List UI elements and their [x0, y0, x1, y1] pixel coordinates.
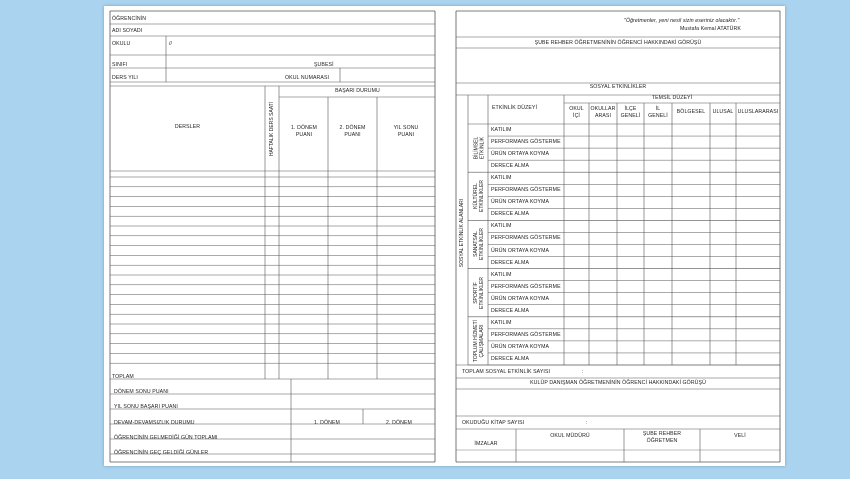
activity-row-1-3: DERECE ALMA	[491, 211, 529, 218]
activity-row-4-3: DERECE ALMA	[491, 355, 529, 362]
activity-row-0-1: PERFORMANS GÖSTERME	[491, 139, 561, 146]
info-label-ogrencinin: ÖĞRENCİNİN	[112, 16, 147, 22]
kitap-sayisi-label: OKUDUĞU KİTAP SAYISI	[462, 420, 525, 426]
group-label-2-line-0: SANATSAL	[473, 231, 479, 258]
group-label-4-line-0: TOPLUM HİZMETİ	[473, 319, 480, 362]
report-card-sheet	[104, 6, 785, 466]
okul-numarasi-label: OKUL NUMARASI	[285, 75, 330, 81]
activity-row-2-1: PERFORMANS GÖSTERME	[491, 235, 561, 242]
activity-row-4-0: KATILIM	[491, 319, 512, 326]
level-header-4-line-0: BÖLGESEL	[676, 109, 706, 115]
activity-row-2-0: KATILIM	[491, 223, 512, 230]
donem1-header-l1: 1. DÖNEM	[291, 125, 317, 131]
level-header-3-line-1: GENELİ	[648, 113, 668, 119]
group-label-2-line-1: ETKİNLİKLER	[479, 228, 485, 261]
level-header-2-line-0: İLÇE	[624, 106, 637, 112]
level-header-6-line-0: ULUSLARARASI	[737, 109, 779, 115]
kulup-gorusu-header: KULÜP DANIŞMAN ÖĞRETMENİNİN ÖĞRENCİ HAKKINDAKİ GÖRÜŞÜ	[530, 380, 706, 386]
sosyal-etkinlikler-header: SOSYAL ETKİNLİKLER	[589, 84, 647, 90]
basari-durumu-header: BAŞARI DURUMU	[335, 88, 380, 94]
donem1-header-l2: PUANI	[295, 132, 313, 138]
activity-row-1-2: ÜRÜN ORTAYA KOYMA	[491, 199, 550, 206]
info-label-ders-yili: DERS YILI	[112, 75, 138, 81]
toplam-sosyal-colon: :	[582, 369, 584, 375]
activity-row-0-2: ÜRÜN ORTAYA KOYMA	[491, 151, 550, 158]
group-label-4	[473, 320, 485, 362]
subesi-label: ŞUBESİ	[314, 62, 334, 68]
toplam-sosyal-label: TOPLAM SOSYAL ETKİNLİK SAYISI	[462, 369, 551, 375]
quote-author: Mustafa Kemal ATATÜRK	[680, 26, 741, 32]
haftalik-ders-saati-header: HAFTALIK DERS SAATİ	[269, 101, 275, 156]
activity-row-2-2: ÜRÜN ORTAYA KOYMA	[491, 247, 550, 254]
kitap-sayisi-colon: :	[586, 420, 588, 426]
toplam-label: TOPLAM	[112, 374, 134, 380]
sube-rehber-l1: ŞUBE REHBER	[642, 431, 682, 437]
activity-row-1-0: KATILIM	[491, 175, 512, 182]
info-label-sinifi: SINIFI	[112, 62, 128, 68]
group-label-1-line-1: ETKİNLİKLER	[479, 180, 485, 213]
yil-sonu-header-l1: YIL SONU	[393, 125, 419, 131]
group-label-1	[473, 180, 485, 212]
level-header-0-line-1: İÇİ	[573, 113, 580, 119]
level-header-1-line-1: ARASI	[594, 113, 612, 119]
group-label-0-line-1: ETKİNLİK	[479, 136, 486, 160]
sosyal-etkinlik-alanlari-label: SOSYAL ETKİNLİK ALANLARI	[459, 198, 465, 267]
yil-sonu-header-l2: PUANI	[397, 132, 415, 138]
info-label-okulu: OKULU	[112, 41, 131, 47]
activity-row-3-2: ÜRÜN ORTAYA KOYMA	[491, 295, 550, 302]
level-header-5-line-0: ULUSAL	[712, 109, 734, 115]
info-label-adi-soyadi: ADI SOYADI	[112, 28, 143, 34]
veli-label: VELİ	[734, 433, 746, 439]
form-grid-lines	[104, 6, 785, 466]
group-label-0	[473, 137, 485, 160]
sube-rehber-l2: ÖĞRETMEN	[646, 438, 678, 444]
activity-row-4-2: ÜRÜN ORTAYA KOYMA	[491, 343, 550, 350]
group-label-2	[473, 229, 485, 261]
activity-row-0-3: DERECE ALMA	[491, 163, 529, 170]
level-header-2-line-1: GENELİ	[620, 113, 641, 119]
devam-durumu-label: DEVAM-DEVAMSIZLIK DURUMU	[114, 420, 195, 426]
yil-sonu-basari-label: YIL SONU BAŞARI PUANI	[114, 404, 178, 410]
activity-row-3-0: KATILIM	[491, 271, 512, 278]
group-label-1-line-0: KÜLTÜREL	[473, 183, 479, 210]
rehber-gorusu-header: ŞUBE REHBER ÖĞRETMENİNİN ÖĞRENCİ HAKKINDAKİ GÖRÜŞÜ	[534, 40, 702, 46]
activity-row-3-3: DERECE ALMA	[491, 307, 529, 314]
devam-donem1: 1. DÖNEM	[314, 420, 340, 426]
gelmedigi-gun-label: ÖĞRENCİNİN GELMEDİĞİ GÜN TOPLAMI	[114, 435, 218, 441]
donem2-header-l1: 2. DÖNEM	[339, 125, 366, 131]
donem2-header-l2: PUANI	[344, 132, 361, 138]
group-label-3	[473, 277, 485, 309]
gec-geldigi-label: ÖĞRENCİNİN GEÇ GELDİĞİ GÜNLER	[114, 450, 209, 456]
group-label-3-line-0: SPORTİF	[473, 281, 479, 304]
activity-row-1-1: PERFORMANS GÖSTERME	[491, 187, 561, 194]
activity-row-2-3: DERECE ALMA	[491, 259, 529, 266]
imzalar-label: İMZALAR	[474, 441, 498, 447]
activity-row-3-1: PERFORMANS GÖSTERME	[491, 283, 561, 290]
okul-muduru-label: OKUL MÜDÜRÜ	[550, 433, 590, 439]
group-label-0-line-0: BİLİMSEL	[473, 136, 480, 160]
group-label-4-line-1: ÇALIŞMALARI	[479, 324, 486, 358]
devam-donem2: 2. DÖNEM	[386, 420, 412, 426]
activity-row-0-0: KATILIM	[491, 127, 512, 133]
dersler-header: DERSLER	[174, 124, 201, 130]
level-header-1-line-0: OKULLAR	[590, 106, 616, 112]
level-header-0-line-0: OKUL	[569, 106, 584, 112]
group-label-3-line-1: ETKİNLİKLER	[479, 276, 485, 309]
activity-row-4-1: PERFORMANS GÖSTERME	[491, 331, 561, 338]
ataturk-quote: "Öğretmenler, yeni nesil sizin eseriniz olacaktır."	[624, 18, 740, 24]
level-header-3-line-0: İL	[655, 106, 661, 112]
etkinlik-duzeyi-header: ETKİNLİK DÜZEYİ	[492, 105, 538, 111]
temsil-duzeyi-header: TEMSİL DÜZEYİ	[651, 95, 693, 101]
donem-sonu-puani-label: DÖNEM SONU PUANI	[114, 389, 169, 395]
okulu-value: //	[169, 41, 173, 47]
